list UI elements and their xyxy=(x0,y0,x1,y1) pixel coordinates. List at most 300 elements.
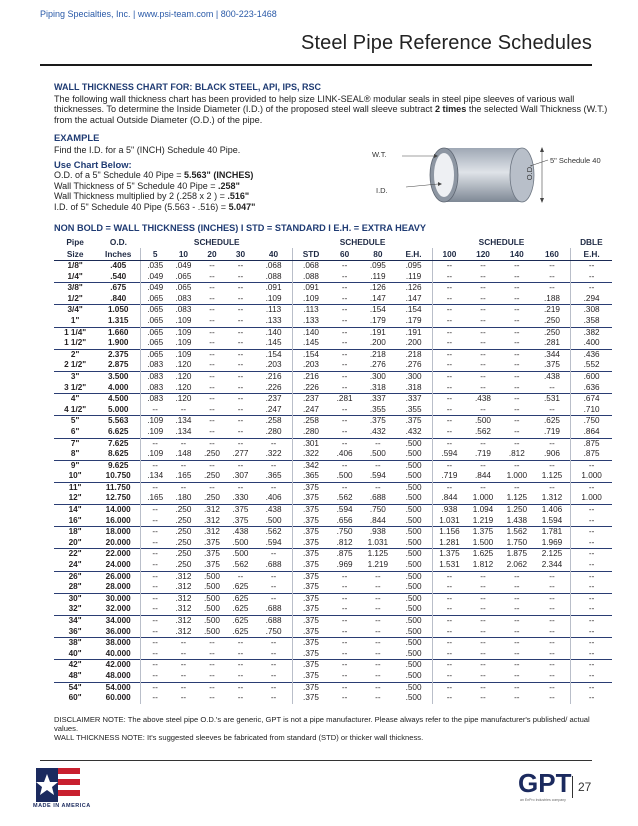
example-step-1: O.D. of a 5" Schedule 40 Pipe = 5.563" (INCHES) xyxy=(54,170,254,180)
pipe-size-cell: 11" xyxy=(54,482,96,493)
thickness-cell: .375 xyxy=(293,571,329,582)
thickness-cell: -- xyxy=(480,604,486,614)
thickness-cell: .188 xyxy=(544,293,560,303)
od-cell: 9.625 xyxy=(96,460,140,471)
column-header: E.H. xyxy=(395,248,432,261)
gpt-logo xyxy=(518,768,578,798)
thickness-cell: -- xyxy=(432,272,466,283)
thickness-cell: .120 xyxy=(175,360,192,370)
thickness-cell: -- xyxy=(255,593,293,604)
thickness-cell: -- xyxy=(141,616,170,627)
thickness-cell: -- xyxy=(571,505,612,516)
thickness-cell: -- xyxy=(534,571,571,582)
gpt-tagline: an EnPro Industries company xyxy=(520,798,566,802)
thickness-cell: .552 xyxy=(571,360,612,371)
thickness-cell: .625 xyxy=(226,616,255,627)
thickness-cell: .165 xyxy=(141,493,170,504)
od-cell: 8.625 xyxy=(107,449,129,459)
table-row xyxy=(54,560,612,571)
thickness-cell: .500 xyxy=(395,660,432,671)
thickness-cell: .375 xyxy=(293,682,329,693)
pipe-size-cell: 1/2" xyxy=(67,293,83,303)
od-cell: 48.000 xyxy=(105,670,131,680)
thickness-cell: .375 xyxy=(293,482,329,493)
thickness-cell: -- xyxy=(480,582,486,592)
pipe-illustration xyxy=(372,142,612,210)
thickness-cell: .500 xyxy=(198,616,227,627)
page-number-divider xyxy=(572,776,573,798)
thickness-cell: -- xyxy=(198,327,227,338)
thickness-cell: .065 xyxy=(169,283,198,294)
thickness-cell: .191 xyxy=(360,327,395,338)
thickness-cell: .083 xyxy=(141,394,170,405)
thickness-cell: -- xyxy=(226,660,255,671)
thickness-cell: -- xyxy=(432,638,466,649)
thickness-cell: .109 xyxy=(169,327,198,338)
thickness-cell: .562 xyxy=(255,527,293,538)
header-schedule-group-2: SCHEDULE xyxy=(339,237,386,247)
thickness-cell: -- xyxy=(571,638,612,649)
thickness-cell: -- xyxy=(169,460,198,471)
thickness-cell: -- xyxy=(480,261,486,270)
thickness-cell: 1.125 xyxy=(506,493,528,503)
thickness-cell: -- xyxy=(571,693,612,704)
table-row xyxy=(54,549,612,560)
thickness-cell: -- xyxy=(466,438,500,449)
thickness-cell: 1.750 xyxy=(506,537,528,547)
thickness-cell: -- xyxy=(141,460,170,471)
pipe-size-cell: 32" xyxy=(68,604,82,614)
thickness-cell: .095 xyxy=(405,261,422,270)
thickness-cell: .318 xyxy=(369,382,386,392)
thickness-cell: -- xyxy=(341,338,348,348)
thickness-cell: .625 xyxy=(232,604,249,614)
thickness-cell: -- xyxy=(141,638,170,649)
thickness-cell: .068 xyxy=(265,261,282,270)
thickness-cell: .688 xyxy=(265,604,282,614)
thickness-cell: .312 xyxy=(175,604,192,614)
thickness-cell: -- xyxy=(571,604,612,615)
thickness-cell: -- xyxy=(226,305,255,316)
thickness-cell: -- xyxy=(341,382,348,392)
thickness-cell: -- xyxy=(237,315,244,325)
table-row xyxy=(54,627,612,638)
thickness-cell: -- xyxy=(514,261,520,270)
thickness-cell: -- xyxy=(270,670,277,680)
thickness-cell: .065 xyxy=(141,327,170,338)
thickness-cell: .500 xyxy=(265,515,282,525)
od-cell: 60.000 xyxy=(105,693,131,703)
table-row xyxy=(54,449,612,460)
od-cell: 2.875 xyxy=(107,360,129,370)
thickness-cell: -- xyxy=(169,682,198,693)
thickness-cell: .719 xyxy=(544,426,560,436)
thickness-cell: -- xyxy=(329,371,361,382)
thickness-cell: .375 xyxy=(293,538,329,549)
thickness-cell: .500 xyxy=(405,626,422,636)
thickness-cell: -- xyxy=(237,360,244,370)
thickness-cell: .179 xyxy=(405,315,422,325)
thickness-cell: -- xyxy=(480,271,486,281)
thickness-cell: 1.438 xyxy=(506,515,528,525)
od-cell: .675 xyxy=(96,283,140,294)
od-cell: 4.000 xyxy=(107,382,129,392)
thickness-cell: -- xyxy=(141,571,170,582)
thickness-cell: .875 xyxy=(329,549,361,560)
table-header-row-2 xyxy=(54,248,612,261)
thickness-cell: -- xyxy=(432,316,466,327)
thickness-cell: -- xyxy=(375,626,381,636)
thickness-cell: .531 xyxy=(534,394,571,405)
table-row xyxy=(54,571,612,582)
table-row xyxy=(54,438,612,449)
thickness-cell: .500 xyxy=(405,693,422,703)
thickness-cell: 1.781 xyxy=(534,527,571,538)
od-cell: 1.660 xyxy=(96,327,140,338)
thickness-cell: -- xyxy=(198,660,227,671)
wall-thickness-label: W.T. xyxy=(372,150,387,159)
thickness-cell: -- xyxy=(571,593,612,604)
thickness-cell: .500 xyxy=(395,460,432,471)
thickness-cell: .500 xyxy=(395,549,432,560)
thickness-cell: .432 xyxy=(405,426,422,436)
thickness-cell: -- xyxy=(169,438,198,449)
thickness-cell: -- xyxy=(432,693,466,704)
thickness-cell: -- xyxy=(226,482,255,493)
thickness-cell: .140 xyxy=(255,327,293,338)
thickness-cell: .812 xyxy=(336,537,353,547)
thickness-cell: .281 xyxy=(544,338,560,348)
thickness-cell: -- xyxy=(432,438,466,449)
thickness-cell: .500 xyxy=(395,482,432,493)
thickness-cell: -- xyxy=(198,349,227,360)
thickness-cell: -- xyxy=(198,638,227,649)
use-chart-heading: Use Chart Below: xyxy=(54,159,132,170)
thickness-cell: .312 xyxy=(169,593,198,604)
thickness-cell: .318 xyxy=(405,382,422,392)
thickness-cell: -- xyxy=(237,338,244,348)
thickness-cell: .500 xyxy=(395,527,432,538)
thickness-cell: .375 xyxy=(293,616,329,627)
column-header: 40 xyxy=(255,248,293,261)
od-cell: 54.000 xyxy=(96,682,140,693)
thickness-cell: .216 xyxy=(255,371,293,382)
thickness-cell: .375 xyxy=(293,549,329,560)
thickness-cell: -- xyxy=(480,382,486,392)
thickness-cell: .250 xyxy=(175,537,192,547)
thickness-cell: .375 xyxy=(360,416,395,427)
thickness-cell: -- xyxy=(169,638,198,649)
thickness-cell: -- xyxy=(549,604,555,614)
header-pipe: Pipe xyxy=(66,237,84,247)
thickness-cell: -- xyxy=(432,593,466,604)
thickness-cell: -- xyxy=(500,394,534,405)
pipe-size-cell: 3/8" xyxy=(54,283,96,294)
table-row xyxy=(54,693,612,704)
thickness-cell: -- xyxy=(341,604,348,614)
header-contact: Piping Specialties, Inc. | www.psi-team.com | 800-223-1468 xyxy=(40,9,277,19)
example-step-4: I.D. of 5" Schedule 40 Pipe (5.563 - .516) = 5.047" xyxy=(54,201,256,212)
thickness-cell: -- xyxy=(198,394,227,405)
thickness-cell: -- xyxy=(549,670,555,680)
thickness-cell: -- xyxy=(141,682,170,693)
notes xyxy=(54,715,614,742)
thickness-cell: -- xyxy=(500,460,534,471)
pipe-size-cell: 1/4" xyxy=(67,271,83,281)
thickness-cell: .091 xyxy=(255,283,293,294)
thickness-cell: -- xyxy=(141,671,170,682)
thickness-cell: -- xyxy=(198,682,227,693)
thickness-cell: .625 xyxy=(226,593,255,604)
thickness-cell: .154 xyxy=(360,305,395,316)
thickness-cell: -- xyxy=(141,627,170,638)
thickness-cell: .375 xyxy=(293,527,329,538)
thickness-cell: .179 xyxy=(369,315,386,325)
thickness-cell: -- xyxy=(432,682,466,693)
thickness-cell: -- xyxy=(432,294,466,305)
thickness-cell: .750 xyxy=(360,505,395,516)
thickness-cell: 2.062 xyxy=(506,560,528,570)
thickness-cell: .145 xyxy=(265,338,282,348)
thickness-cell: -- xyxy=(255,638,293,649)
thickness-cell: .203 xyxy=(265,360,282,370)
thickness-cell: -- xyxy=(466,682,500,693)
table-row xyxy=(54,349,612,360)
thickness-cell: -- xyxy=(341,360,348,370)
thickness-cell: -- xyxy=(341,404,348,414)
thickness-cell: .500 xyxy=(405,648,422,658)
thickness-cell: .120 xyxy=(175,382,192,392)
thickness-cell: .113 xyxy=(255,305,293,316)
thickness-cell: .250 xyxy=(204,449,220,459)
thickness-cell: -- xyxy=(329,349,361,360)
thickness-cell: -- xyxy=(466,593,500,604)
thickness-cell: .375 xyxy=(293,649,329,660)
thickness-cell: .375 xyxy=(293,693,329,704)
thickness-cell: .710 xyxy=(571,405,612,416)
thickness-cell: .250 xyxy=(169,527,198,538)
thickness-cell: -- xyxy=(329,305,361,316)
thickness-cell: .247 xyxy=(293,405,329,416)
section-subtitle: WALL THICKNESS CHART FOR: BLACK STEEL, API, IPS, RSC xyxy=(54,82,322,92)
example-step-3: Wall Thickness multiplied by 2 (.258 x 2 ) = .516" xyxy=(54,191,250,201)
pipe-size-cell: 28" xyxy=(68,582,82,592)
table-row xyxy=(54,283,612,294)
thickness-cell: .719 xyxy=(432,471,466,482)
wall-thickness-note: WALL THICKNESS NOTE: It's suggested sleeves be fabricated from standard (STD) or thicker wall thickness. xyxy=(54,733,424,742)
thickness-cell: -- xyxy=(329,638,361,649)
thickness-cell: 1.000 xyxy=(472,493,494,503)
table-row xyxy=(54,383,612,394)
thickness-cell: .237 xyxy=(255,394,293,405)
thickness-cell: -- xyxy=(514,604,520,614)
thickness-cell: .276 xyxy=(369,360,386,370)
thickness-cell: .500 xyxy=(395,616,432,627)
thickness-cell: -- xyxy=(141,660,170,671)
thickness-cell: .049 xyxy=(175,261,192,270)
thickness-cell: .322 xyxy=(293,449,329,460)
thickness-cell: .500 xyxy=(405,515,422,525)
thickness-cell: .219 xyxy=(534,305,571,316)
thickness-cell: -- xyxy=(534,593,571,604)
thickness-cell: -- xyxy=(514,670,520,680)
thickness-cell: .594 xyxy=(369,471,386,481)
table-header-row-1 xyxy=(54,236,612,248)
od-cell: 36.000 xyxy=(105,626,131,636)
table-row xyxy=(54,338,612,349)
thickness-cell: .119 xyxy=(370,271,386,281)
thickness-cell: .147 xyxy=(369,293,386,303)
thickness-cell: -- xyxy=(209,338,215,348)
thickness-cell: .500 xyxy=(466,416,500,427)
thickness-cell: -- xyxy=(571,482,612,493)
thickness-cell: -- xyxy=(360,660,395,671)
thickness-cell: -- xyxy=(571,549,612,560)
thickness-cell: -- xyxy=(375,604,381,614)
pipe-size-cell: 2" xyxy=(54,349,96,360)
table-row xyxy=(54,405,612,416)
thickness-cell: -- xyxy=(571,649,612,660)
thickness-cell: .594 xyxy=(329,505,361,516)
thickness-cell: -- xyxy=(514,271,520,281)
thickness-cell: -- xyxy=(141,593,170,604)
thickness-cell: .375 xyxy=(293,560,329,571)
disclaimer-note: DISCLAIMER NOTE: The above steel pipe O.D.'s are generic, GPT is not a pipe manufacturer. Please always refer to the pipe manufacturer's published/ actual values. xyxy=(54,715,590,733)
thickness-cell: -- xyxy=(237,648,244,658)
example-question: Find the I.D. for a 5" (INCH) Schedule 40 Pipe. xyxy=(54,145,241,155)
thickness-cell: -- xyxy=(226,327,255,338)
thickness-cell: -- xyxy=(432,616,466,627)
thickness-cell: -- xyxy=(255,549,293,560)
thickness-cell: .120 xyxy=(169,394,198,405)
od-cell: 5.000 xyxy=(107,404,129,414)
table-row xyxy=(54,616,612,627)
thickness-cell: .083 xyxy=(141,383,170,394)
thickness-cell: .355 xyxy=(405,404,422,414)
thickness-cell: -- xyxy=(341,693,348,703)
table-row xyxy=(54,604,612,615)
thickness-cell: .126 xyxy=(360,283,395,294)
thickness-cell: .154 xyxy=(255,349,293,360)
thickness-cell: .500 xyxy=(198,571,227,582)
thickness-cell: -- xyxy=(237,404,244,414)
thickness-cell: -- xyxy=(514,626,520,636)
thickness-cell: -- xyxy=(466,571,500,582)
thickness-cell: 1.156 xyxy=(432,527,466,538)
thickness-cell: -- xyxy=(549,261,555,270)
thickness-cell: -- xyxy=(329,682,361,693)
pipe-size-cell: 26" xyxy=(54,571,96,582)
thickness-cell: -- xyxy=(534,616,571,627)
thickness-cell: .083 xyxy=(141,360,170,371)
thickness-cell: .065 xyxy=(141,316,170,327)
thickness-cell: .864 xyxy=(571,427,612,438)
od-cell: 40.000 xyxy=(105,648,131,658)
thickness-cell: -- xyxy=(237,293,244,303)
thickness-cell: .382 xyxy=(571,327,612,338)
thickness-cell: -- xyxy=(500,638,534,649)
table-row xyxy=(54,416,612,427)
thickness-cell: -- xyxy=(329,460,361,471)
thickness-cell: .500 xyxy=(232,537,249,547)
thickness-cell: .120 xyxy=(169,371,198,382)
thickness-cell: -- xyxy=(198,460,227,471)
thickness-cell: -- xyxy=(500,416,534,427)
thickness-cell: -- xyxy=(571,660,612,671)
thickness-cell: .562 xyxy=(232,560,249,570)
pipe-size-cell: 30" xyxy=(54,593,96,604)
footer-divider xyxy=(40,760,592,761)
thickness-cell: 1.094 xyxy=(466,505,500,516)
thickness-cell: .277 xyxy=(232,449,249,459)
thickness-cell: .688 xyxy=(265,560,282,570)
header-schedule-group-3: SCHEDULE xyxy=(478,237,525,247)
thickness-cell: -- xyxy=(141,549,170,560)
od-cell: 28.000 xyxy=(105,582,131,592)
pipe-size-cell: 16" xyxy=(68,515,82,525)
thickness-cell: -- xyxy=(226,371,255,382)
thickness-cell: .147 xyxy=(405,293,422,303)
thickness-cell: -- xyxy=(466,616,500,627)
thickness-cell: .134 xyxy=(169,416,198,427)
thickness-cell: -- xyxy=(360,438,395,449)
pipe-size-cell: 8" xyxy=(70,449,80,459)
thickness-cell: -- xyxy=(209,693,215,703)
thickness-cell: .312 xyxy=(169,616,198,627)
thickness-cell: -- xyxy=(141,538,170,549)
thickness-cell: 1.562 xyxy=(500,527,534,538)
thickness-cell: -- xyxy=(329,482,361,493)
thickness-cell: 1.625 xyxy=(466,549,500,560)
pipe-size-cell: 22" xyxy=(54,549,96,560)
thickness-cell: .406 xyxy=(265,493,282,503)
thickness-cell: -- xyxy=(534,482,571,493)
pipe-size-cell: 9" xyxy=(54,460,96,471)
thickness-cell: .226 xyxy=(293,383,329,394)
thickness-cell: -- xyxy=(432,383,466,394)
thickness-cell: .200 xyxy=(405,338,422,348)
thickness-cell: 1.531 xyxy=(432,560,466,571)
thickness-cell: -- xyxy=(500,571,534,582)
thickness-cell: .133 xyxy=(265,315,282,325)
od-cell: 16.000 xyxy=(105,515,131,525)
thickness-cell: .906 xyxy=(544,449,560,459)
od-cell: 38.000 xyxy=(96,638,140,649)
thickness-cell: -- xyxy=(500,438,534,449)
pipe-size-cell: 40" xyxy=(68,648,82,658)
thickness-cell: -- xyxy=(466,482,500,493)
od-cell: 18.000 xyxy=(96,527,140,538)
thickness-cell: -- xyxy=(255,660,293,671)
thickness-cell: .337 xyxy=(360,394,395,405)
thickness-cell: .674 xyxy=(571,394,612,405)
thickness-cell: .500 xyxy=(405,449,422,459)
thickness-cell: -- xyxy=(571,627,612,638)
thickness-cell: -- xyxy=(237,670,244,680)
thickness-cell: .312 xyxy=(169,571,198,582)
thickness-cell: -- xyxy=(432,604,466,615)
table-row xyxy=(54,538,612,549)
pipe-size-cell: 2 1/2" xyxy=(64,360,87,370)
thickness-cell: -- xyxy=(466,283,500,294)
thickness-cell: 1.375 xyxy=(432,549,466,560)
thickness-cell: .375 xyxy=(232,515,249,525)
thickness-cell: -- xyxy=(549,648,555,658)
thickness-cell: -- xyxy=(375,693,381,703)
thickness-cell: .281 xyxy=(329,394,361,405)
thickness-cell: -- xyxy=(341,582,348,592)
thickness-cell: .400 xyxy=(571,338,612,349)
